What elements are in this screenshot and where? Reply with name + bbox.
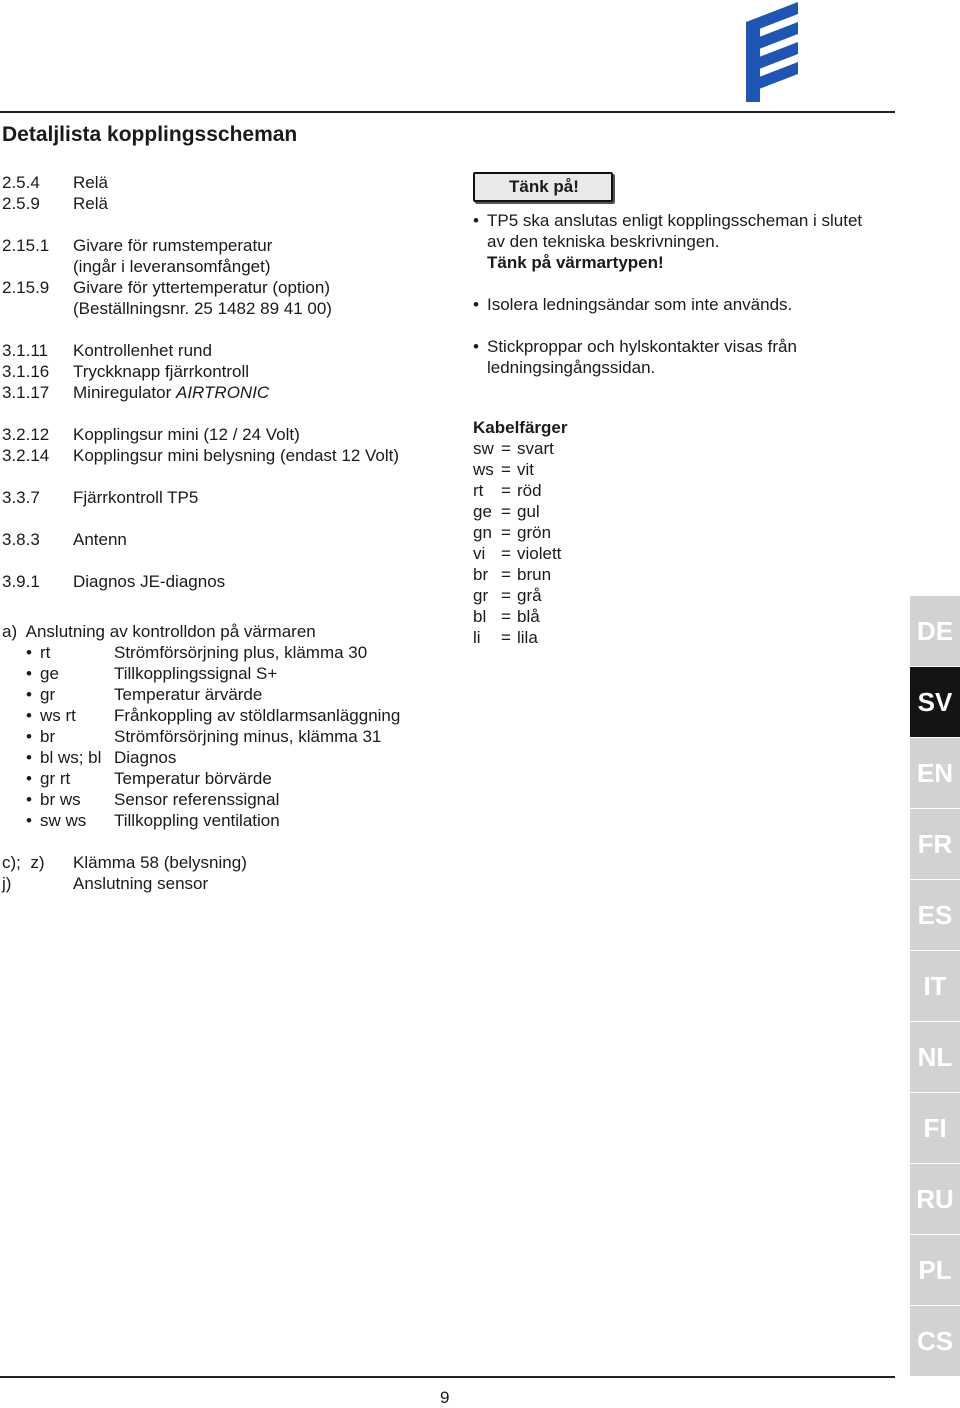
color-name: violett: [517, 544, 562, 563]
wire-description: Strömförsörjning minus, klämma 31: [114, 727, 382, 746]
component-list: [2, 172, 462, 894]
eberspaecher-logo-icon: [740, 2, 802, 102]
wire-code: br: [40, 727, 56, 746]
list-item: • br ws Sensor referenssignal: [26, 790, 280, 809]
list-item: rt = röd: [473, 481, 542, 500]
list-item: • bl ws; bl Diagnos: [26, 748, 177, 767]
tab-language-sv[interactable]: SV: [910, 667, 960, 738]
item-description: Fjärrkontroll TP5: [73, 488, 199, 507]
note-emphasis: Tänk på värmartypen!: [487, 253, 664, 272]
list-item: • gr rt Temperatur börvärde: [26, 769, 272, 788]
list-item: gn = grön: [473, 523, 552, 542]
list-item: [2, 235, 462, 256]
wire-code: gr rt: [40, 769, 71, 788]
item-description: Kopplingsur mini belysning (endast 12 Volt): [73, 446, 400, 465]
item-number: j): [2, 874, 12, 893]
list-item: [2, 487, 462, 508]
list-item: vi = violett: [473, 544, 562, 563]
item-description: Kontrollenhet rund: [73, 341, 212, 360]
item-number: c); z): [2, 853, 45, 872]
item-description: Diagnos JE-diagnos: [73, 572, 226, 591]
item-number: [2, 298, 73, 319]
list-item: [2, 277, 462, 298]
wire-description: Tillkopplingssignal S+: [114, 664, 278, 683]
list-item: [2, 424, 462, 445]
item-number: 3.8.3: [2, 530, 40, 549]
item-description: Tryckknapp fjärrkontroll: [73, 362, 250, 381]
tab-language-it[interactable]: IT: [910, 951, 960, 1022]
color-name: grå: [517, 586, 542, 605]
list-item: [2, 340, 462, 361]
wire-code: sw ws: [40, 811, 87, 830]
item-number: 3.1.11: [2, 341, 49, 360]
header-rule: [0, 111, 895, 113]
item-description: (Beställningsnr. 25 1482 89 41 00): [73, 299, 332, 318]
list-item: [2, 529, 462, 550]
tab-language-pl[interactable]: PL: [910, 1235, 960, 1306]
color-name: blå: [517, 607, 540, 626]
list-item: ws = vit: [473, 460, 534, 479]
list-item: [2, 445, 462, 466]
list-item: • gr Temperatur ärvärde: [26, 685, 263, 704]
item-number: 2.15.1: [2, 236, 50, 255]
language-tabs: [910, 596, 960, 1377]
item-number: 3.1.17: [2, 383, 50, 402]
item-description: Relä: [73, 173, 108, 192]
list-item: ge = gul: [473, 502, 540, 521]
list-item: [2, 193, 462, 214]
list-item: li = lila: [473, 628, 538, 647]
list-item: br = brun: [473, 565, 552, 584]
wire-code: rt: [40, 643, 51, 662]
item-number: 3.2.12: [2, 425, 50, 444]
list-item: [2, 873, 462, 894]
item-description: Antenn: [73, 530, 127, 549]
note-text: av den tekniska beskrivningen.: [487, 232, 720, 251]
tab-language-es[interactable]: ES: [910, 880, 960, 951]
note-text: Isolera ledningsändar som inte används.: [487, 295, 793, 314]
wire-code: br ws: [40, 790, 81, 809]
tab-language-fi[interactable]: FI: [910, 1093, 960, 1164]
cable-colors-heading: Kabelfärger: [473, 418, 568, 437]
wire-description: Frånkoppling av stöldlarmsanläggning: [114, 706, 401, 725]
wire-description: Diagnos: [114, 748, 177, 767]
wire-code: gr: [40, 685, 56, 704]
note-text: Stickproppar och hylskontakter visas från: [487, 337, 797, 356]
list-item: bl = blå: [473, 607, 540, 626]
item-number: 3.1.16: [2, 362, 50, 381]
list-item: • ws rt Frånkoppling av stöldlarmsanläggning: [26, 706, 401, 725]
color-name: lila: [517, 628, 538, 647]
item-number: [2, 256, 73, 277]
page-number: 9: [440, 1388, 450, 1407]
note-text: TP5 ska anslutas enligt kopplingsscheman i slutet: [487, 211, 863, 230]
item-description: Kopplingsur mini (12 / 24 Volt): [73, 425, 300, 444]
wire-code: bl ws; bl: [40, 748, 102, 767]
list-item: gr = grå: [473, 586, 542, 605]
item-number: 2.5.4: [2, 173, 40, 192]
tab-language-nl[interactable]: NL: [910, 1022, 960, 1093]
notes-column: [473, 172, 893, 648]
list-item: • Stickproppar och hylskontakter visas från ledningsingångssidan.: [473, 337, 797, 377]
item-description: Givare för rumstemperatur: [73, 236, 273, 255]
item-description: Anslutning sensor: [73, 874, 209, 893]
item-description: Klämma 58 (belysning): [73, 853, 247, 872]
color-name: röd: [517, 481, 542, 500]
color-name: svart: [517, 439, 554, 458]
page-title: Detaljlista kopplingsscheman: [2, 123, 298, 146]
wire-description: Temperatur börvärde: [114, 769, 272, 788]
list-item: [2, 571, 462, 592]
item-number: 2.15.9: [2, 278, 50, 297]
list-item: • rt Strömförsörjning plus, klämma 30: [26, 643, 368, 662]
wire-code: ws rt: [40, 706, 76, 725]
item-number: 3.9.1: [2, 572, 40, 591]
note-label: Tänk på!: [473, 172, 613, 202]
list-item: • TP5 ska anslutas enligt kopplingsscheman i slutet av den tekniska beskrivningen. Tänk på värmartypen!: [473, 211, 863, 272]
color-name: grön: [517, 523, 552, 542]
item-number: 3.3.7: [2, 488, 40, 507]
list-item: • br Strömförsörjning minus, klämma 31: [26, 727, 382, 746]
color-name: vit: [517, 460, 534, 479]
tab-language-en[interactable]: EN: [910, 738, 960, 809]
tab-language-de[interactable]: DE: [910, 596, 960, 667]
brand-name: AIRTRONIC: [176, 383, 270, 402]
wire-description: Strömförsörjning plus, klämma 30: [114, 643, 368, 662]
wire-description: Temperatur ärvärde: [114, 685, 263, 704]
list-item: • sw ws Tillkoppling ventilation: [26, 811, 280, 830]
list-item: [2, 172, 462, 193]
note-text: ledningsingångssidan.: [487, 358, 656, 377]
list-item: [2, 852, 462, 873]
wire-description: Sensor referenssignal: [114, 790, 280, 809]
list-item: • ge Tillkopplingssignal S+: [26, 664, 278, 683]
item-description: Givare för yttertemperatur (option): [73, 278, 330, 297]
wire-description: Tillkoppling ventilation: [114, 811, 280, 830]
wire-code: ge: [40, 664, 59, 683]
item-number: 2.5.9: [2, 194, 40, 213]
tab-language-ru[interactable]: RU: [910, 1164, 960, 1235]
item-description: Relä: [73, 194, 108, 213]
tab-language-cs[interactable]: CS: [910, 1306, 960, 1377]
list-item: [2, 256, 462, 277]
tab-language-fr[interactable]: FR: [910, 809, 960, 880]
list-item: [2, 382, 462, 403]
color-name: brun: [517, 565, 552, 584]
list-item: [2, 361, 462, 382]
item-description: (ingår i leveransomfånget): [73, 257, 271, 276]
item-number: 3.2.14: [2, 446, 50, 465]
list-item: • Isolera ledningsändar som inte används.: [473, 295, 793, 314]
list-item: sw = svart: [473, 439, 554, 458]
list-item: [2, 298, 462, 319]
item-description: Miniregulator AIRTRONIC: [73, 383, 270, 402]
footer-rule: [0, 1376, 895, 1378]
section-a-heading: a) Anslutning av kontrolldon på värmaren: [2, 622, 316, 641]
color-name: gul: [517, 502, 540, 521]
